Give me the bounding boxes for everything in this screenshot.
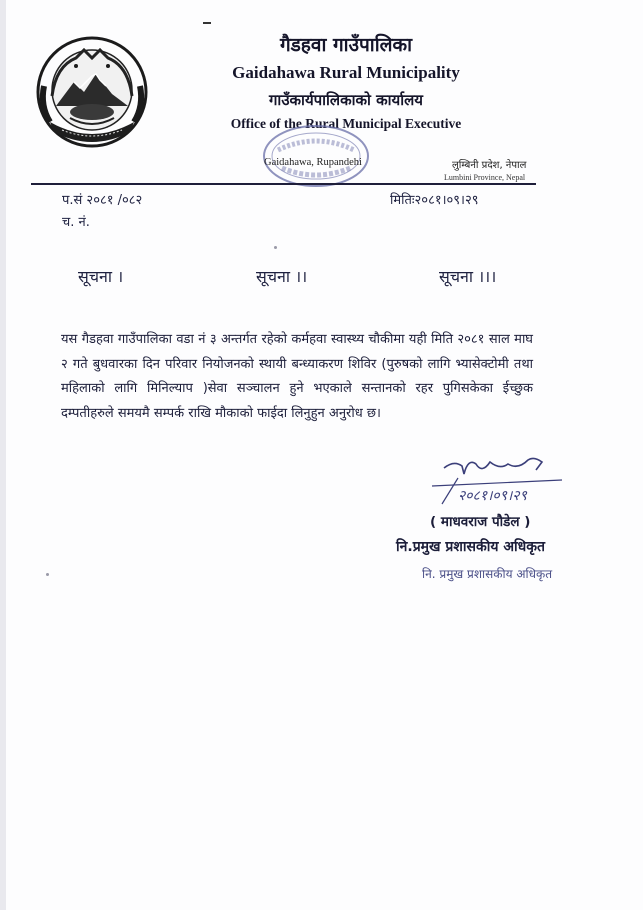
- municipality-emblem-icon: [36, 36, 148, 148]
- address-left: Gaidahawa, Rupandehi: [264, 157, 362, 168]
- designation-stamp: नि. प्रमुख प्रशासकीय अधिकृत: [422, 567, 553, 581]
- paper-speck: [274, 246, 277, 249]
- header-divider: [31, 183, 536, 185]
- paper-speck: [46, 573, 49, 576]
- municipality-name-english: Gaidahawa Rural Municipality: [232, 63, 460, 82]
- notice-body: यस गैडहवा गाउँपालिका वडा नं ३ अन्तर्गत रहेको कर्महवा स्वास्थ्य चौकीमा यही मिति २०८१ साल माघ २ गते बुधवारका दिन परिवार नियोजनको स्थायी बन्ध्याकरण शिविर (पुरुषको लागि भ्यासेक्टोमी तथा महिलाको लागि मिनिल्याप )सेवा सञ्चालन हुने भएकाले सन्तानको रहर पुगिसकेका ईच्छुक दम्पतीहरुले समयमै सम्पर्क राखि मौकाको फाईदा लिनुहुन अनुरोध छ।: [61, 332, 533, 421]
- office-name-english: Office of the Rural Municipal Executive: [230, 116, 462, 131]
- signer-name: ( माधवराज पौडेल ): [430, 514, 531, 530]
- notice-heading-1: सूचना ।: [78, 267, 124, 286]
- notice-heading-2: सूचना ।।: [256, 267, 308, 286]
- decorative-dash: [203, 22, 211, 24]
- office-name-nepali: गाउँकार्यपालिकाको कार्यालय: [268, 91, 423, 109]
- notice-heading-3: सूचना ।।।: [439, 267, 497, 286]
- reference-number: प.सं २०८१ /०८२: [62, 193, 143, 208]
- signer-title: नि.प्रमुख प्रशासकीय अधिकृत: [396, 539, 545, 555]
- chalani-number: च. नं.: [62, 215, 90, 230]
- municipality-name-nepali: गैडहवा गाउँपालिका: [279, 34, 413, 56]
- office-stamp-icon: [258, 122, 378, 190]
- signature-date: २०८१।०९।२९: [458, 488, 527, 504]
- address-right-nepali: लुम्बिनी प्रदेश, नेपाल: [452, 160, 527, 171]
- address-right-english: Lumbini Province, Nepal: [444, 173, 526, 182]
- signature: [424, 440, 574, 510]
- letter-date: मितिः२०८१।०९।२९: [390, 193, 479, 208]
